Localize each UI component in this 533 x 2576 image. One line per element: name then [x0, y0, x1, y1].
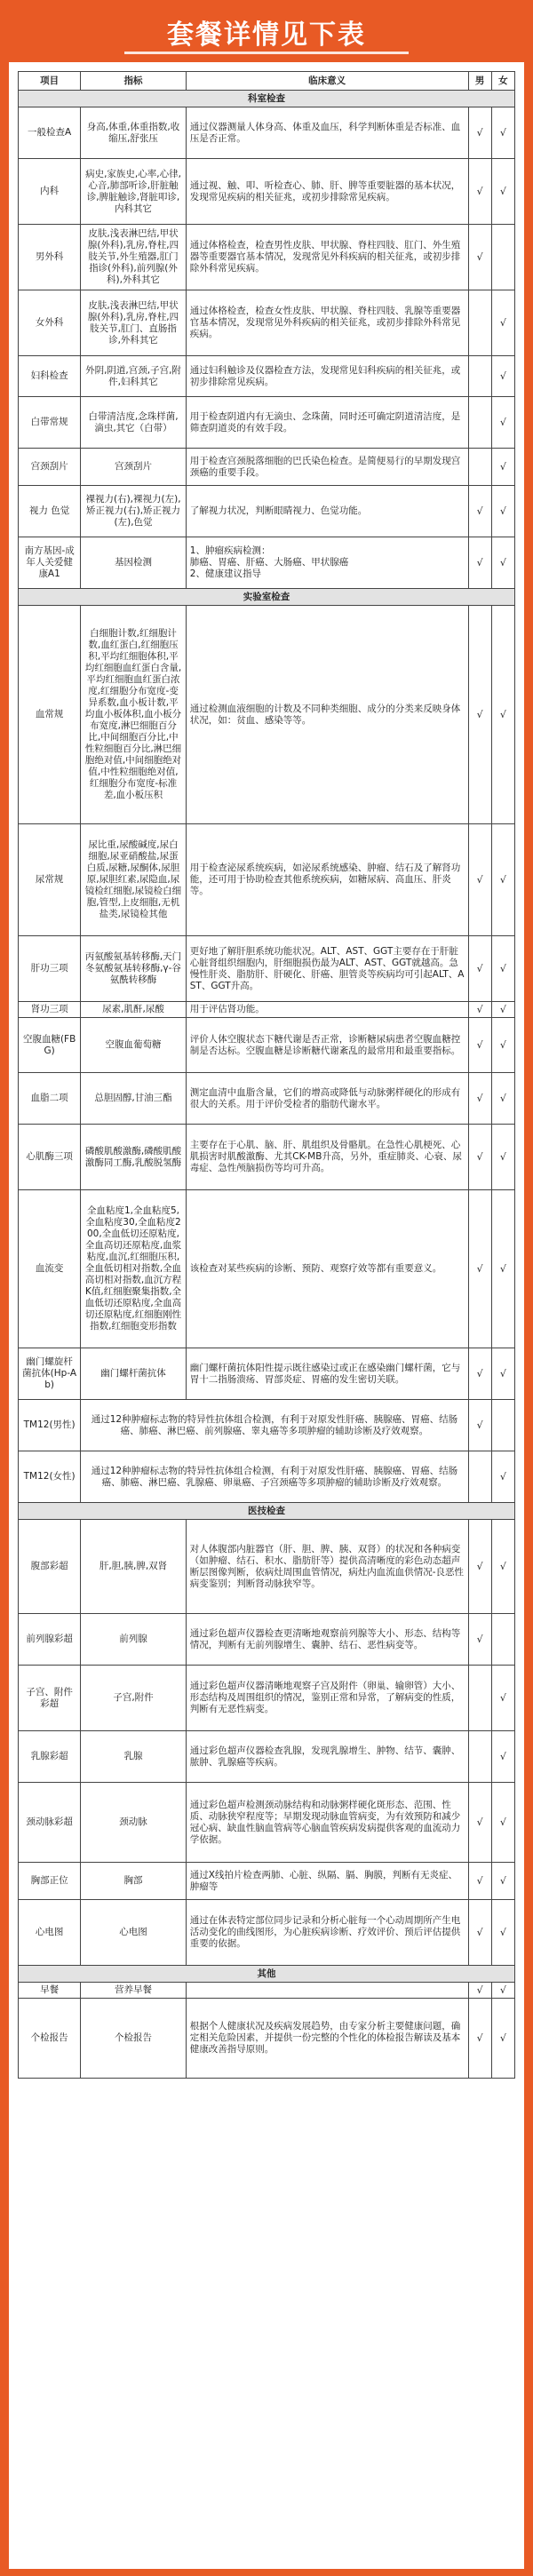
table-row: [19, 1983, 515, 1999]
indicator-cell: 皮肤,浅表淋巴结,甲状腺(外科),乳房,脊柱,四肢关节,肛门、直肠指诊,外科其它: [81, 290, 187, 356]
indicator-cell: 尿素,肌酐,尿酸: [81, 1002, 187, 1018]
indicator-cell: 空腹血葡萄糖: [81, 1018, 187, 1073]
indicator-cell: 子宫,附件: [81, 1666, 187, 1731]
indicator-cell: 尿比重,尿酸碱度,尿白细胞,尿亚硝酸盐,尿蛋白质,尿糖,尿酮体,尿胆原,尿胆红素,尿隐血,尿镜检红细胞,尿镜检白细胞,管型,上皮细胞,无机盐类,尿镜检其他: [81, 824, 187, 936]
item-cell: 颈动脉彩超: [19, 1783, 81, 1863]
female-check: √: [491, 1983, 514, 1999]
table-row: [19, 1348, 515, 1400]
male-check: √: [468, 1018, 491, 1073]
section-title: 科室检查: [19, 91, 515, 107]
indicator-cell: 磷酸肌酸激酶,磷酸肌酸激酶同工酶,乳酸脱氢酶: [81, 1125, 187, 1190]
female-check: √: [491, 1348, 514, 1400]
indicator-cell: 心电图: [81, 1900, 187, 1966]
clinical-meaning-cell: 用于检查宫颈脱落细胞的巴氏染色检查。是简便易行的早期发现宫颈癌的重要手段。: [186, 449, 468, 486]
clinical-meaning-cell: 主要存在于心肌、脑、肝、肌组织及骨骼肌。在急性心肌梗死、心肌损害时肌酸激酶、尤其CK-MB升高，另外，重症肺炎、心衰、尿毒症、急性颅脑损伤等均可升高。: [186, 1125, 468, 1190]
header-male: 男: [468, 72, 491, 91]
indicator-cell: 总胆固醇,甘油三酯: [81, 1073, 187, 1125]
female-check: √: [491, 1666, 514, 1731]
clinical-meaning-cell: 通过彩色超声检测颈动脉结构和动脉粥样硬化斑形态、范围、性质、动脉狭窄程度等；早期发现动脉血管病变，为有效预防和减少冠心病、缺血性脑血管病等心脑血管疾病发病提供客观的血流动力学依据。: [186, 1783, 468, 1863]
male-check: √: [468, 1863, 491, 1900]
female-check: √: [491, 1125, 514, 1190]
clinical-meaning-cell: 根据个人健康状况及疾病发展趋势，由专家分析主要健康问题，确定相关危险因素，并提供一份完整的个性化的体检报告解读及基本健康改善指导原则。: [186, 1999, 468, 2079]
package-table: [18, 71, 515, 2079]
clinical-meaning-cell: [186, 1983, 468, 1999]
male-check: √: [468, 1190, 491, 1348]
table-row: [19, 1731, 515, 1783]
clinical-meaning-cell: 通过X线拍片检查两肺、心脏、纵隔、膈、胸膜，判断有无炎症、肿瘤等: [186, 1863, 468, 1900]
table-row: [19, 936, 515, 1002]
table-row: [19, 537, 515, 589]
male-check: [468, 356, 491, 397]
clinical-meaning-cell: 通过12种肿瘤标志物的特异性抗体组合检测，有利于对原发性肝癌、胰腺癌、胃癌、结肠癌、肺癌、淋巴癌、乳腺癌、卵巢癌、子宫颈癌等多项肿瘤的辅助诊断及疗效观察。: [81, 1451, 468, 1503]
female-check: [491, 225, 514, 290]
female-check: √: [491, 824, 514, 936]
female-check: [491, 1400, 514, 1451]
table-row: [19, 1451, 515, 1503]
male-check: √: [468, 1520, 491, 1614]
female-check: √: [491, 606, 514, 824]
female-check: √: [491, 1999, 514, 2079]
item-cell: TM12(女性): [19, 1451, 81, 1503]
title-underline: [124, 52, 409, 54]
table-header-row: [19, 72, 515, 91]
clinical-meaning-cell: 更好地了解肝胆系统功能状况。ALT、AST、GGT主要存在于肝脏心脏肾组织细胞内，肝细胞损伤最为ALT、AST、GGT就越高。急慢性肝炎、脂肪肝、肝硬化、肝癌、胆管炎等疾病均可引起ALT、AST、GGT升高。: [186, 936, 468, 1002]
female-check: √: [491, 159, 514, 225]
clinical-meaning-cell: 通过体格检查，检查女性皮肤、甲状腺、脊柱四肢、乳腺等重要器官基本情况，发现常见外科疾病的相关征兆，或初步排除外科常见疾病。: [186, 290, 468, 356]
female-check: √: [491, 1783, 514, 1863]
table-row: [19, 1783, 515, 1863]
item-cell: 血常规: [19, 606, 81, 824]
female-check: √: [491, 1451, 514, 1503]
female-check: [491, 1614, 514, 1666]
indicator-cell: 个检报告: [81, 1999, 187, 2079]
male-check: √: [468, 1983, 491, 1999]
female-check: √: [491, 107, 514, 159]
indicator-cell: 皮肤,浅表淋巴结,甲状腺(外科),乳房,脊柱,四肢关节,外生殖器,肛门指诊(外科),前列腺(外科),外科其它: [81, 225, 187, 290]
item-cell: 前列腺彩超: [19, 1614, 81, 1666]
indicator-cell: 外阴,阴道,宫颈,子宫,附件,妇科其它: [81, 356, 187, 397]
table-row: [19, 824, 515, 936]
header-item: 项目: [19, 72, 81, 91]
section-row: [19, 589, 515, 606]
female-check: √: [491, 1002, 514, 1018]
table-row: [19, 486, 515, 537]
item-cell: 肾功三项: [19, 1002, 81, 1018]
indicator-cell: 颈动脉: [81, 1783, 187, 1863]
clinical-meaning-cell: 用于评估肾功能。: [186, 1002, 468, 1018]
item-cell: 视力 色觉: [19, 486, 81, 537]
clinical-meaning-cell: 用于检查阴道内有无滴虫、念珠菌，同时还可确定阴道清洁度，是筛查阴道炎的有效手段。: [186, 397, 468, 449]
male-check: [468, 1666, 491, 1731]
male-check: [468, 290, 491, 356]
indicator-cell: 营养早餐: [81, 1983, 187, 1999]
section-row: [19, 1966, 515, 1983]
male-check: √: [468, 1002, 491, 1018]
male-check: √: [468, 1900, 491, 1966]
section-row: [19, 1503, 515, 1520]
clinical-meaning-cell: 通过妇科触诊及仪器检查方法，发现常见妇科疾病的相关征兆，或初步排除常见疾病。: [186, 356, 468, 397]
female-check: √: [491, 290, 514, 356]
clinical-meaning-cell: 通过在体表特定部位同步记录和分析心脏每一个心动周期所产生电活动变化的曲线图形，为心脏疾病诊断、疗效评价、预后评估提供重要的依据。: [186, 1900, 468, 1966]
clinical-meaning-cell: 通过仪器测量人体身高、体重及血压，科学判断体重是否标准、血压是否正常。: [186, 107, 468, 159]
table-row: [19, 159, 515, 225]
clinical-meaning-cell: 通过体格检查，检查男性皮肤、甲状腺、脊柱四肢、肛门、外生殖器等重要器官基本情况，发现常见外科疾病的相关征兆，或初步排除外科常见疾病。: [186, 225, 468, 290]
item-cell: 血流变: [19, 1190, 81, 1348]
male-check: √: [468, 606, 491, 824]
table-body: [19, 72, 515, 2079]
clinical-meaning-cell: 通过彩色超声仪器清晰地观察子宫及附件（卵巢、输卵管）大小、形态结构及周围组织的情况，鉴别正常和异常，了解病变的性质，判断有无恶性病变。: [186, 1666, 468, 1731]
table-row: [19, 1400, 515, 1451]
indicator-cell: 全血粘度1,全血粘度5,全血粘度30,全血粘度200,全血低切还原粘度,全血高切还原粘度,血浆粘度,血沉,红细胞压积,全血低切相对指数,全血高切相对指数,血沉方程K值,红细胞聚集指数,全血低切还原粘度,全血高切还原粘度,红细胞刚性指数,红细胞变形指数: [81, 1190, 187, 1348]
male-check: √: [468, 1125, 491, 1190]
clinical-meaning-cell: 用于检查泌尿系统疾病，如泌尿系统感染、肿瘤、结石及了解肾功能，还可用于协助检查其他系统疾病，如糖尿病、高血压、肝炎等。: [186, 824, 468, 936]
female-check: √: [491, 936, 514, 1002]
page-title: 套餐详情见下表: [167, 20, 366, 51]
table-row: [19, 449, 515, 486]
indicator-cell: 基因检测: [81, 537, 187, 589]
header-indicator: 指标: [81, 72, 187, 91]
female-check: √: [491, 397, 514, 449]
table-row: [19, 1863, 515, 1900]
clinical-meaning-cell: 1、肿瘤疾病检测： 肺癌、胃癌、肝癌、大肠癌、甲状腺癌 2、健康建议指导: [186, 537, 468, 589]
item-cell: 腹部彩超: [19, 1520, 81, 1614]
female-check: √: [491, 1900, 514, 1966]
clinical-meaning-cell: 评价人体空腹状态下糖代谢是否正常，诊断糖尿病患者空腹血糖控制是否达标。空腹血糖是诊断糖代谢紊乱的最常用和最重要指标。: [186, 1018, 468, 1073]
indicator-cell: 前列腺: [81, 1614, 187, 1666]
indicator-cell: 裸视力(右),裸视力(左),矫正视力(右),矫正视力(左),色觉: [81, 486, 187, 537]
section-row: [19, 91, 515, 107]
indicator-cell: 肝,胆,胰,脾,双肾: [81, 1520, 187, 1614]
item-cell: 肝功三项: [19, 936, 81, 1002]
clinical-meaning-cell: 了解视力状况，判断眼睛视力、色觉功能。: [186, 486, 468, 537]
indicator-cell: 白带清洁度,念珠样菌,滴虫,其它（白带）: [81, 397, 187, 449]
male-check: √: [468, 936, 491, 1002]
male-check: √: [468, 1614, 491, 1666]
male-check: √: [468, 537, 491, 589]
table-row: [19, 290, 515, 356]
table-row: [19, 1125, 515, 1190]
header-female: 女: [491, 72, 514, 91]
item-cell: 内科: [19, 159, 81, 225]
indicator-cell: 胸部: [81, 1863, 187, 1900]
table-row: [19, 225, 515, 290]
indicator-cell: 乳腺: [81, 1731, 187, 1783]
section-title: 医技检查: [19, 1503, 515, 1520]
table-row: [19, 1666, 515, 1731]
item-cell: 白带常规: [19, 397, 81, 449]
female-check: √: [491, 1018, 514, 1073]
item-cell: 一般检查A: [19, 107, 81, 159]
item-cell: 尿常规: [19, 824, 81, 936]
table-row: [19, 1002, 515, 1018]
male-check: [468, 1731, 491, 1783]
table-row: [19, 1018, 515, 1073]
female-check: √: [491, 1863, 514, 1900]
female-check: √: [491, 1520, 514, 1614]
table-row: [19, 1190, 515, 1348]
female-check: √: [491, 1073, 514, 1125]
male-check: √: [468, 159, 491, 225]
package-table-panel: [9, 62, 524, 2569]
item-cell: 妇科检查: [19, 356, 81, 397]
section-title: 实验室检查: [19, 589, 515, 606]
female-check: √: [491, 449, 514, 486]
male-check: √: [468, 1783, 491, 1863]
item-cell: 南方基因-成年人关爱健康A1: [19, 537, 81, 589]
male-check: √: [468, 1999, 491, 2079]
page-header: [0, 0, 533, 55]
item-cell: 心电图: [19, 1900, 81, 1966]
item-cell: 宫颈刮片: [19, 449, 81, 486]
male-check: √: [468, 824, 491, 936]
item-cell: 个检报告: [19, 1999, 81, 2079]
clinical-meaning-cell: 通过12种肿瘤标志物的特异性抗体组合检测，有利于对原发性肝癌、胰腺癌、胃癌、结肠癌、肺癌、淋巴癌、前列腺癌、睾丸癌等多项肿瘤的辅助诊断及疗效观察。: [81, 1400, 468, 1451]
male-check: [468, 397, 491, 449]
section-title: 其他: [19, 1966, 515, 1983]
male-check: √: [468, 1348, 491, 1400]
indicator-cell: 丙氨酸氨基转移酶,天门冬氨酸氨基转移酶,γ-谷氨酰转移酶: [81, 936, 187, 1002]
item-cell: 乳腺彩超: [19, 1731, 81, 1783]
item-cell: 胸部正位: [19, 1863, 81, 1900]
female-check: √: [491, 356, 514, 397]
indicator-cell: 白细胞计数,红细胞计数,血红蛋白,红细胞压积,平均红细胞体积,平均红细胞血红蛋白含量,平均红细胞血红蛋白浓度,红细胞分布宽度-变异系数,血小板计数,平均血小板体积,血小板分布宽度,淋巴细胞百分比,中间细胞百分比,中性粒细胞百分比,淋巴细胞绝对值,中间细胞绝对值,中性粒细胞绝对值,红细胞分布宽度-标准差,血小板压积: [81, 606, 187, 824]
male-check: √: [468, 225, 491, 290]
indicator-cell: 病史,家族史,心率,心律,心音,肺部听诊,肝脏触诊,脾脏触诊,肾脏叩诊,内科其它: [81, 159, 187, 225]
table-row: [19, 606, 515, 824]
female-check: √: [491, 1190, 514, 1348]
clinical-meaning-cell: 通过彩色超声仪器检查更清晰地观察前列腺等大小、形态、结构等情况，判断有无前列腺增生、囊肿、结石、恶性病变等。: [186, 1614, 468, 1666]
table-row: [19, 1614, 515, 1666]
indicator-cell: 宫颈刮片: [81, 449, 187, 486]
female-check: √: [491, 486, 514, 537]
table-row: [19, 107, 515, 159]
indicator-cell: 幽门螺杆菌抗体: [81, 1348, 187, 1400]
male-check: √: [468, 486, 491, 537]
table-row: [19, 1073, 515, 1125]
male-check: √: [468, 1073, 491, 1125]
item-cell: 男外科: [19, 225, 81, 290]
male-check: √: [468, 1400, 491, 1451]
header-clinical-meaning: 临床意义: [186, 72, 468, 91]
item-cell: TM12(男性): [19, 1400, 81, 1451]
table-row: [19, 397, 515, 449]
indicator-cell: 身高,体重,体重指数,收缩压,舒张压: [81, 107, 187, 159]
table-row: [19, 356, 515, 397]
male-check: √: [468, 107, 491, 159]
item-cell: 子宫、附件彩超: [19, 1666, 81, 1731]
table-row: [19, 1999, 515, 2079]
clinical-meaning-cell: 该检查对某些疾病的诊断、预防、观察疗效等都有重要意义。: [186, 1190, 468, 1348]
item-cell: 空腹血糖(FBG): [19, 1018, 81, 1073]
item-cell: 女外科: [19, 290, 81, 356]
table-row: [19, 1520, 515, 1614]
table-row: [19, 1900, 515, 1966]
item-cell: 幽门螺旋杆菌抗体(Hp-Ab): [19, 1348, 81, 1400]
clinical-meaning-cell: 幽门螺杆菌抗体阳性提示既往感染过或正在感染幽门螺杆菌，它与胃十二指肠溃疡、胃部炎症、胃癌的发生密切关联。: [186, 1348, 468, 1400]
item-cell: 早餐: [19, 1983, 81, 1999]
item-cell: 血脂二项: [19, 1073, 81, 1125]
item-cell: 心肌酶三项: [19, 1125, 81, 1190]
clinical-meaning-cell: 测定血清中血脂含量，它们的增高或降低与动脉粥样硬化的形成有很大的关系。用于评价受检者的脂肪代谢水平。: [186, 1073, 468, 1125]
male-check: [468, 1451, 491, 1503]
clinical-meaning-cell: 通过视、触、叩、听检查心、肺、肝、脾等重要脏器的基本状况，发现常见疾病的相关征兆，或初步排除常见疾病。: [186, 159, 468, 225]
clinical-meaning-cell: 对人体腹部内脏器官（肝、胆、脾、胰、双肾）的状况和各种病变（如肿瘤、结石、积水、脂肪肝等）提供高清晰度的彩色动态超声断层图像判断，依病灶周围血管情况，病灶内血流血供情况-良恶性病变鉴别；判断肾动脉狭窄等。: [186, 1520, 468, 1614]
female-check: √: [491, 1731, 514, 1783]
male-check: [468, 449, 491, 486]
clinical-meaning-cell: 通过彩色超声仪器检查乳腺，发现乳腺增生、肿物、结节、囊肿、脓肿、乳腺癌等疾病。: [186, 1731, 468, 1783]
clinical-meaning-cell: 通过检测血液细胞的计数及不同种类细胞、成分的分类来反映身体状况，如：贫血、感染等等。: [186, 606, 468, 824]
female-check: √: [491, 537, 514, 589]
